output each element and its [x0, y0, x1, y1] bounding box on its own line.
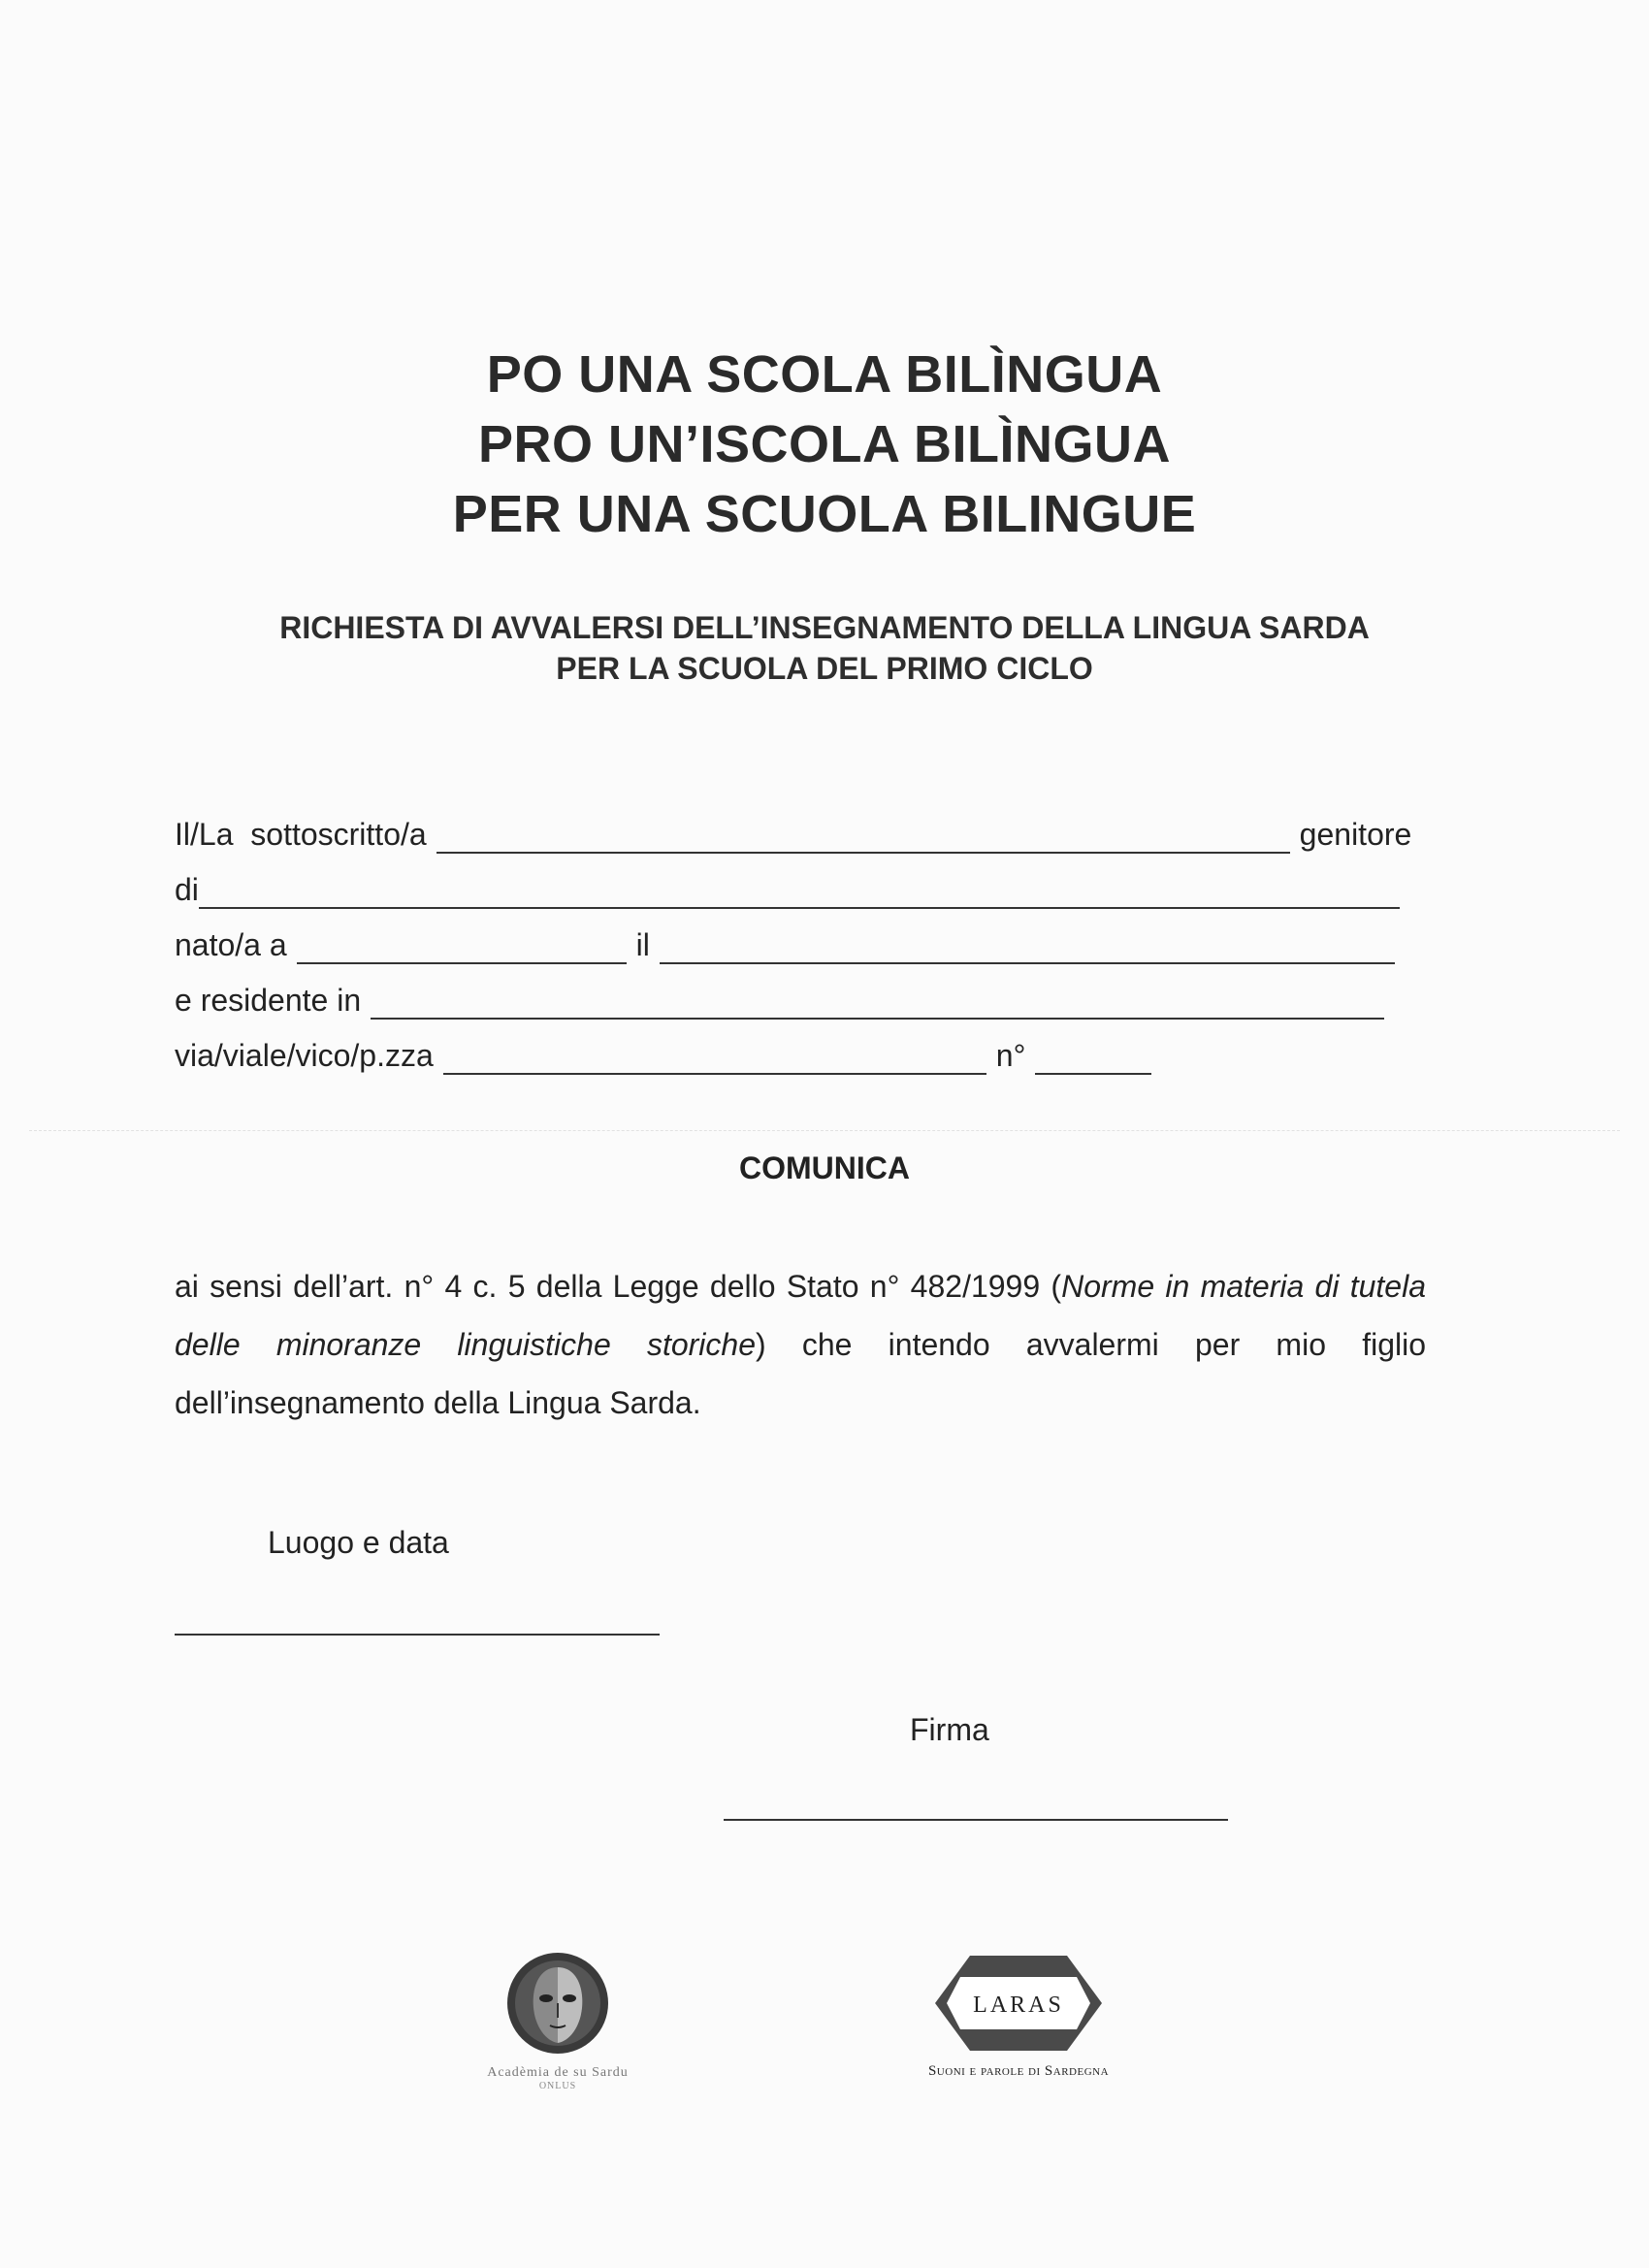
- subtitle-line-1: RICHIESTA DI AVVALERSI DELL’INSEGNAMENTO DELLA LINGUA SARDA: [279, 610, 1370, 645]
- residence-label: e residente in: [175, 983, 362, 1018]
- form-row-address: [175, 1036, 1161, 1075]
- number-label: n°: [995, 1038, 1026, 1073]
- title-line-sardinian-campidanese: PO UNA SCOLA BILÌNGUA: [486, 345, 1163, 404]
- birthdate-field[interactable]: [660, 933, 1395, 964]
- declaration-text-1: ai sensi dell’art. n° 4 c. 5 della Legge dello Stato n° 482/1999 (: [175, 1269, 1062, 1304]
- document-subtitle: [0, 607, 1649, 689]
- form-row-signatory: [175, 815, 1411, 854]
- academia-logo-subtext: ONLUS: [538, 2081, 577, 2091]
- residence-field[interactable]: [371, 988, 1384, 1020]
- subtitle-line-2: PER LA SCUOLA DEL PRIMO CICLO: [556, 651, 1093, 686]
- birthplace-label: nato/a a: [175, 927, 287, 962]
- laras-logo: [892, 1950, 1145, 2080]
- form-row-residence: [175, 981, 1394, 1020]
- mask-emblem-icon: [500, 1950, 616, 2057]
- title-line-sardinian-logudorese: PRO UN’ISCOLA BILÌNGUA: [477, 415, 1171, 473]
- form-row-child: [175, 870, 1409, 909]
- academia-logo-text: Acadèmia de su Sardu: [487, 2065, 629, 2080]
- signature-field[interactable]: [724, 1819, 1228, 1821]
- place-date-label: Luogo e data: [268, 1525, 449, 1560]
- comunica-heading: COMUNICA: [739, 1150, 910, 1185]
- title-line-italian: PER UNA SCUOLA BILINGUE: [452, 485, 1197, 543]
- address-label: via/viale/vico/p.zza: [175, 1038, 434, 1073]
- declaration-paragraph: [175, 1257, 1426, 1432]
- laras-hexagon-icon: [931, 1950, 1106, 2057]
- declaration-text-2: ) che intendo avvalermi per mio figlio dell’insegnamento della Lingua Sarda.: [175, 1327, 1427, 1420]
- paper-fold-line: [29, 1130, 1620, 1131]
- parent-label: genitore: [1299, 817, 1412, 852]
- signatory-name-field[interactable]: [436, 823, 1290, 854]
- street-number-field[interactable]: [1035, 1044, 1151, 1075]
- signatory-label: Il/La sottoscritto/a: [175, 817, 427, 852]
- laras-logo-text: LARAS: [973, 1993, 1064, 2018]
- academia-de-su-sardu-logo: [475, 1950, 640, 2091]
- law-title-italic: Norme in materia di tutela delle minoranze linguistiche storiche: [175, 1269, 1427, 1362]
- child-label: di: [175, 872, 199, 907]
- birthdate-label: il: [635, 927, 650, 962]
- form-row-birth: [175, 925, 1405, 964]
- document-title: [0, 340, 1649, 549]
- laras-caption: Suoni e parole di Sardegna: [927, 2063, 1110, 2079]
- place-date-field[interactable]: [175, 1634, 660, 1636]
- signature-label: Firma: [910, 1712, 989, 1747]
- street-field[interactable]: [443, 1044, 986, 1075]
- birthplace-field[interactable]: [297, 933, 627, 964]
- child-name-field[interactable]: [199, 878, 1400, 909]
